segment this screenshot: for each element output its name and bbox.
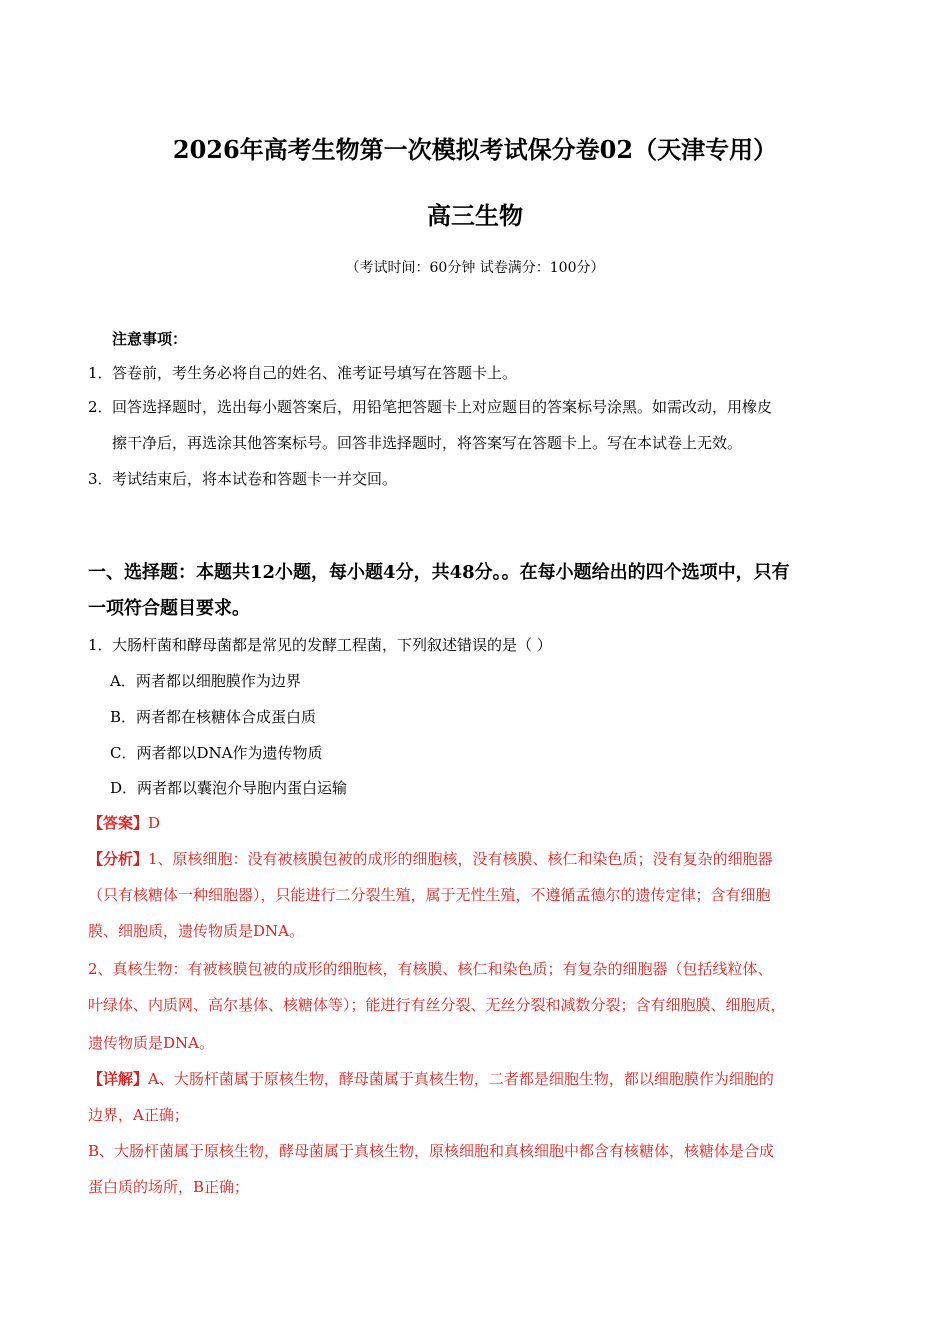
option-b: B．两者都在核糖体合成蛋白质 [110,708,317,726]
detail-tag: 【详解】 [88,1070,149,1088]
analysis-line-1 [88,846,773,872]
note-text: 回答选择题时，选出每小题答案后，用铅笔把答题卡上对应题目的答案标号涂黑。如需改动，用橡皮 [112,398,773,416]
note-number: 1． [88,364,113,382]
section-heading-line-2: 一项符合题目要求。 [88,598,250,619]
analysis-line-6: 遗传物质是DNA。 [88,1034,214,1052]
detail-line-1 [88,1066,774,1092]
note-item-3 [88,466,397,492]
page-subtitle: 高三生物 [427,201,523,230]
detail-line-3: B、大肠杆菌属于原核生物，酵母菌属于真核生物，原核细胞和真核细胞中都含有核糖体，核糖体是合成 [88,1142,775,1160]
note-number: 3． [88,470,113,488]
answer-line [88,810,160,836]
analysis-line-2: （只有核糖体一种细胞器），只能进行二分裂生殖，属于无性生殖，不遵循孟德尔的遗传定律；含有细胞 [88,886,771,904]
page-title: 2026年高考生物第一次模拟考试保分卷02（天津专用） [172,135,778,164]
note-number: 2． [88,398,113,416]
analysis-line-4: 2、真核生物：有被核膜包被的成形的细胞核，有核膜、核仁和染色质；有复杂的细胞器（包括线粒体、 [88,960,773,978]
analysis-tag: 【分析】 [88,850,149,868]
option-d: D．两者都以囊泡介导胞内蛋白运输 [110,779,348,797]
note-item-2-continued: 擦干净后，再选涂其他答案标号。回答非选择题时，将答案写在答题卡上。写在本试卷上无效。 [112,434,743,452]
note-item-2 [88,394,772,420]
detail-line-4: 蛋白质的场所，B正确； [88,1178,250,1196]
note-item-1 [88,360,517,386]
detail-text: A、大肠杆菌属于原核生物，酵母菌属于真核生物，二者都是细胞生物，都以细胞膜作为细胞的 [148,1070,774,1088]
question-number: 1． [88,636,113,654]
question-1 [88,632,552,658]
notes-heading: 注意事项： [112,330,188,348]
analysis-text: 1、原核细胞：没有被核膜包被的成形的细胞核，没有核膜、核仁和染色质；没有复杂的细胞器 [148,850,773,868]
analysis-line-3: 膜、细胞质，遗传物质是DNA。 [88,922,304,940]
analysis-line-5: 叶绿体、内质网、高尔基体、核糖体等）；能进行有丝分裂、无丝分裂和减数分裂；含有细胞膜、细胞质， [88,996,786,1014]
answer-tag: 【答案】 [88,814,149,832]
question-text: 大肠杆菌和酵母菌都是常见的发酵工程菌，下列叙述错误的是（ ） [112,636,552,654]
note-text: 答卷前，考生务必将自己的姓名、准考证号填写在答题卡上。 [112,364,518,382]
exam-info: （考试时间：60分钟 试卷满分：100分） [345,260,605,276]
note-text: 考试结束后，将本试卷和答题卡一并交回。 [112,470,398,488]
option-a: A．两者都以细胞膜作为边界 [110,672,301,690]
section-heading-line-1: 一、选择题：本题共12小题，每小题4分，共48分。。在每小题给出的四个选项中，只有 [88,562,790,583]
option-c: C．两者都以DNA作为遗传物质 [110,744,323,762]
answer-value: D [148,814,161,832]
detail-line-2: 边界，A正确； [88,1106,189,1124]
